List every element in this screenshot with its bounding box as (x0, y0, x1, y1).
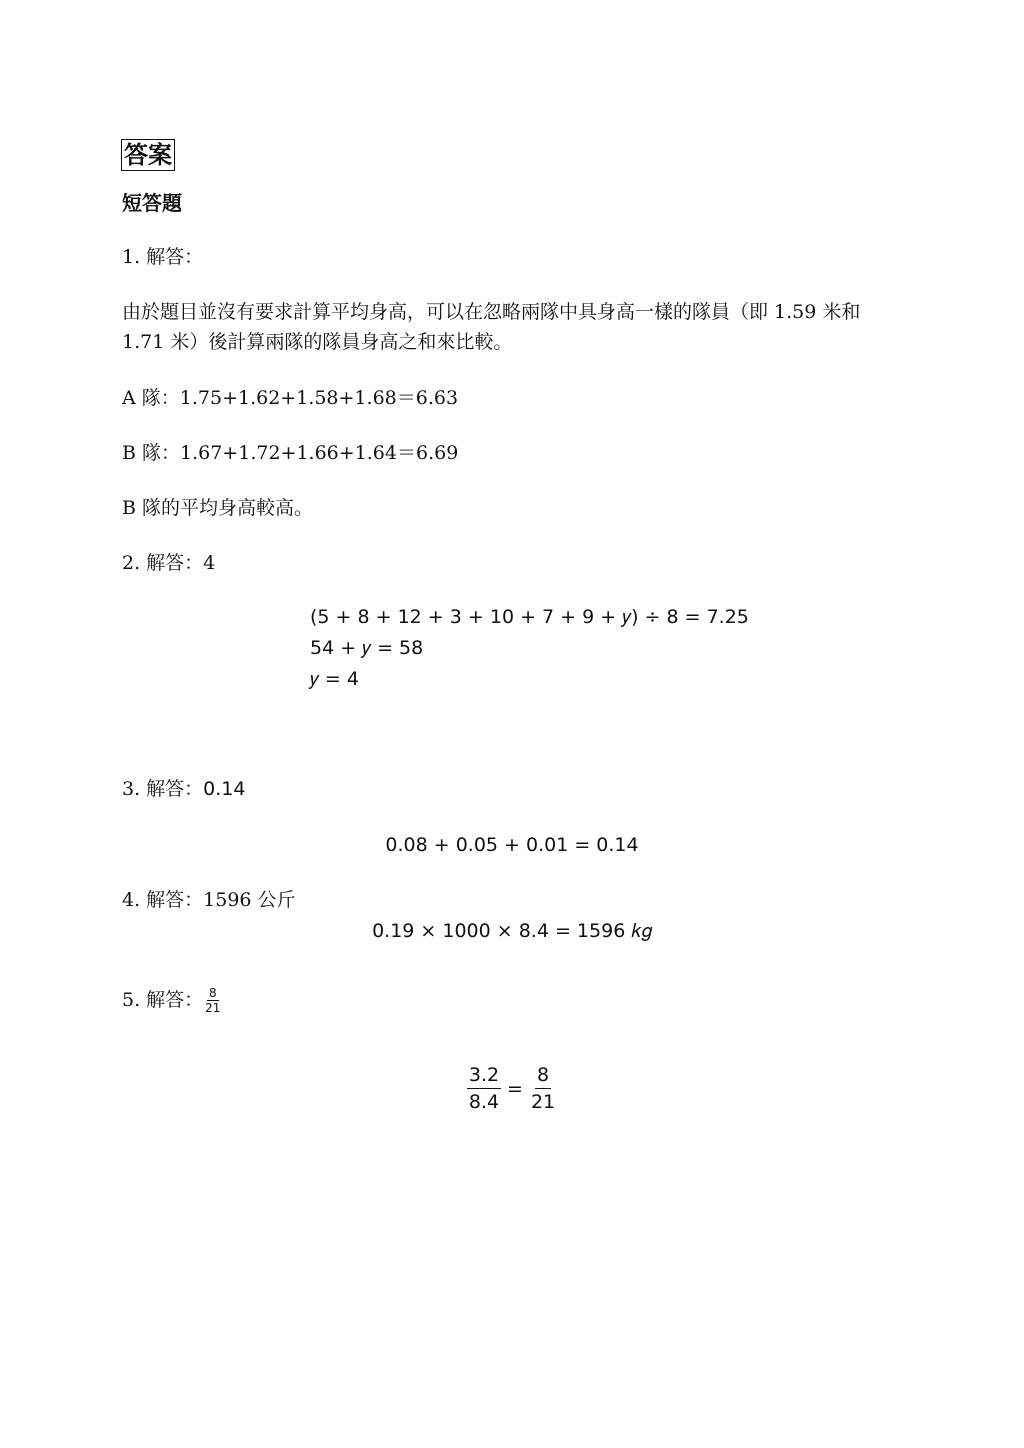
q4-label: 4. 解答：1596 公斤 (122, 889, 296, 911)
q5-equals-sign: = (507, 1077, 523, 1100)
q5-lhs-fraction (467, 1062, 501, 1115)
q5-rhs-denominator: 21 (530, 1091, 556, 1113)
q1-label: 1. 解答： (122, 246, 204, 268)
q2-equation-3: 𝑦 = 4 (310, 668, 359, 690)
q2-equation-2: 54 + 𝑦 = 58 (310, 637, 424, 659)
q5-equation (0, 1062, 1024, 1115)
q4-equation: 0.19 × 1000 × 8.4 = 1596 𝑘𝑔 (372, 920, 652, 942)
q2-equation-1: (5 + 8 + 12 + 3 + 10 + 7 + 9 + 𝑦) ÷ 8 = 7.25 (310, 606, 749, 628)
q1-team-a: A 隊：1.75+1.62+1.58+1.68＝6.63 (122, 387, 459, 409)
q3-equation: 0.08 + 0.05 + 0.01 = 0.14 (385, 834, 639, 856)
q5-answer-numerator: 8 (208, 985, 217, 1000)
q3-line (122, 774, 245, 804)
q5-lhs-numerator: 3.2 (467, 1062, 501, 1089)
q1-conclusion: B 隊的平均身高較高。 (122, 497, 314, 519)
q5-answer-denominator: 21 (205, 1000, 221, 1015)
q3-answer: 0.14 (203, 778, 246, 800)
q1-team-b: B 隊：1.67+1.72+1.66+1.64＝6.69 (122, 442, 459, 464)
q5-lhs-denominator: 8.4 (468, 1091, 500, 1113)
q5-rhs-fraction (529, 1062, 557, 1115)
q3-label: 3. 解答： (122, 778, 204, 800)
q5-rhs-numerator: 8 (535, 1062, 551, 1089)
q5-line (122, 985, 222, 1015)
q5-label: 5. 解答： (122, 989, 204, 1011)
section-heading: 短答題 (122, 191, 182, 215)
page-title: 答案 (121, 139, 175, 171)
q1-paragraph-line2: 1.71 米）後計算兩隊的隊員身高之和來比較。 (122, 331, 513, 353)
q1-paragraph-line1: 由於題目並沒有要求計算平均身高，可以在忽略兩隊中具身高一樣的隊員（即 1.59 米和 (122, 301, 861, 323)
q2-label: 2. 解答：4 (122, 552, 216, 574)
q5-answer-fraction (203, 986, 222, 1015)
